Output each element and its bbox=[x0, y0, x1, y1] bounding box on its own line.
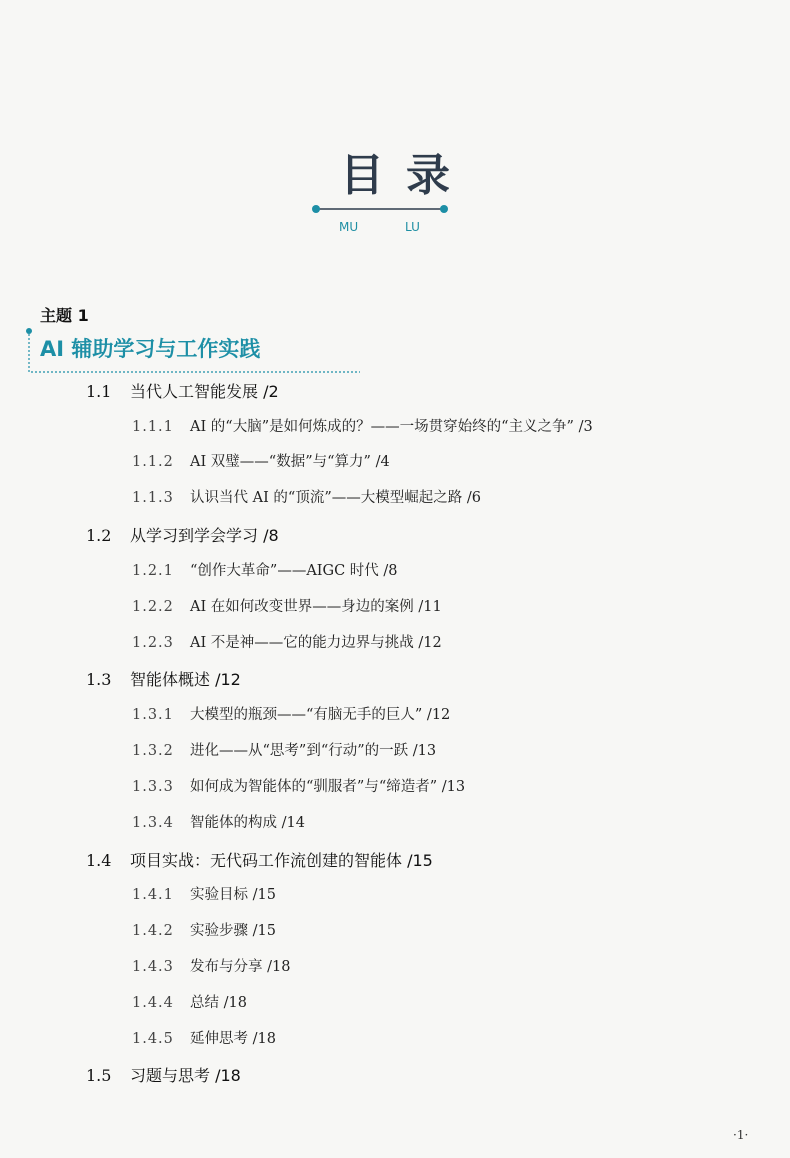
toc-entry-text: 智能体概述 /12 bbox=[130, 670, 241, 689]
toc-entry-text: 延伸思考 /18 bbox=[190, 1031, 276, 1047]
toc-entry-text: “创作大革命”——AIGC 时代 /8 bbox=[190, 563, 398, 579]
toc-section[interactable] bbox=[86, 525, 279, 547]
topic-heading bbox=[40, 306, 261, 361]
toc-entry-text: 当代人工智能发展 /2 bbox=[130, 382, 279, 401]
toc-subsection[interactable] bbox=[132, 992, 247, 1014]
toc-subsection[interactable] bbox=[132, 740, 436, 762]
toc-subsection[interactable] bbox=[132, 920, 276, 942]
toc-section[interactable] bbox=[86, 850, 433, 872]
toc-number: 1.5 bbox=[86, 1066, 112, 1085]
toc-header bbox=[0, 150, 790, 234]
toc-subsection[interactable] bbox=[132, 884, 276, 906]
toc-entry-text: 项目实战：无代码工作流创建的智能体 /15 bbox=[130, 851, 433, 870]
toc-number: 1.1 bbox=[86, 382, 112, 401]
page-number: ·1· bbox=[733, 1128, 749, 1142]
toc-subsection[interactable] bbox=[132, 704, 450, 726]
toc-subsection[interactable] bbox=[132, 956, 290, 978]
title-underline-decoration bbox=[310, 202, 450, 216]
toc-entry-text: 大模型的瓶颈——“有脑无手的巨人” /12 bbox=[190, 707, 451, 723]
toc-subsection[interactable] bbox=[132, 560, 398, 582]
toc-entry-text: 智能体的构成 /14 bbox=[190, 815, 305, 831]
toc-section[interactable] bbox=[86, 669, 241, 691]
toc-number: 1.2.1 bbox=[132, 563, 174, 579]
toc-entry-text: AI 不是神——它的能力边界与挑战 /12 bbox=[190, 635, 442, 651]
toc-number: 1.2 bbox=[86, 526, 112, 545]
toc-number: 1.1.1 bbox=[132, 419, 174, 435]
toc-entry-text: 进化——从“思考”到“行动”的一跃 /13 bbox=[190, 743, 437, 759]
toc-entry-text: AI 双璧——“数据”与“算力” /4 bbox=[190, 454, 390, 470]
toc-entry-text: 认识当代 AI 的“顶流”——大模型崛起之路 /6 bbox=[190, 490, 481, 506]
toc-number: 1.2.2 bbox=[132, 599, 174, 615]
toc-number: 1.3 bbox=[86, 670, 112, 689]
toc-number: 1.1.2 bbox=[132, 454, 174, 470]
toc-entry-text: 如何成为智能体的“驯服者”与“缔造者” /13 bbox=[190, 779, 466, 795]
toc-number: 1.4.1 bbox=[132, 887, 174, 903]
toc-number: 1.3.3 bbox=[132, 779, 174, 795]
toc-section[interactable] bbox=[86, 381, 279, 403]
toc-subsection[interactable] bbox=[132, 812, 305, 834]
toc-number: 1.4.3 bbox=[132, 959, 174, 975]
toc-subsection[interactable] bbox=[132, 596, 442, 618]
toc-number: 1.3.1 bbox=[132, 707, 174, 723]
toc-number: 1.4.5 bbox=[132, 1031, 174, 1047]
toc-number: 1.4 bbox=[86, 851, 112, 870]
toc-number: 1.1.3 bbox=[132, 490, 174, 506]
toc-entry-text: AI 的“大脑”是如何炼成的？——一场贯穿始终的“主义之争” /3 bbox=[190, 419, 593, 435]
toc-number: 1.3.4 bbox=[132, 815, 174, 831]
toc-entry-text: 从学习到学会学习 /8 bbox=[130, 526, 279, 545]
toc-number: 1.4.2 bbox=[132, 923, 174, 939]
page-title: 目录 bbox=[340, 150, 472, 201]
toc-number: 1.3.2 bbox=[132, 743, 174, 759]
toc-entry-text: 实验步骤 /15 bbox=[190, 923, 276, 939]
pinyin-mu: MU bbox=[339, 220, 359, 234]
toc-subsection[interactable] bbox=[132, 1028, 276, 1050]
toc-section[interactable] bbox=[86, 1065, 241, 1087]
toc-subsection[interactable] bbox=[132, 487, 481, 509]
toc-entry-text: 实验目标 /15 bbox=[190, 887, 276, 903]
toc-subsection[interactable] bbox=[132, 416, 593, 438]
toc-number: 1.2.3 bbox=[132, 635, 174, 651]
toc-number: 1.4.4 bbox=[132, 995, 174, 1011]
toc-entry-text: 发布与分享 /18 bbox=[190, 959, 291, 975]
topic-title: AI 辅助学习与工作实践 bbox=[40, 337, 261, 361]
toc-subsection[interactable] bbox=[132, 632, 442, 654]
topic-label: 主题 1 bbox=[40, 306, 89, 325]
toc-entry-text: AI 在如何改变世界——身边的案例 /11 bbox=[190, 599, 442, 615]
toc-subsection[interactable] bbox=[132, 451, 390, 473]
toc-entry-text: 总结 /18 bbox=[190, 995, 247, 1011]
toc-subsection[interactable] bbox=[132, 776, 465, 798]
toc-entry-text: 习题与思考 /18 bbox=[130, 1066, 241, 1085]
pinyin-lu: LU bbox=[405, 220, 420, 234]
